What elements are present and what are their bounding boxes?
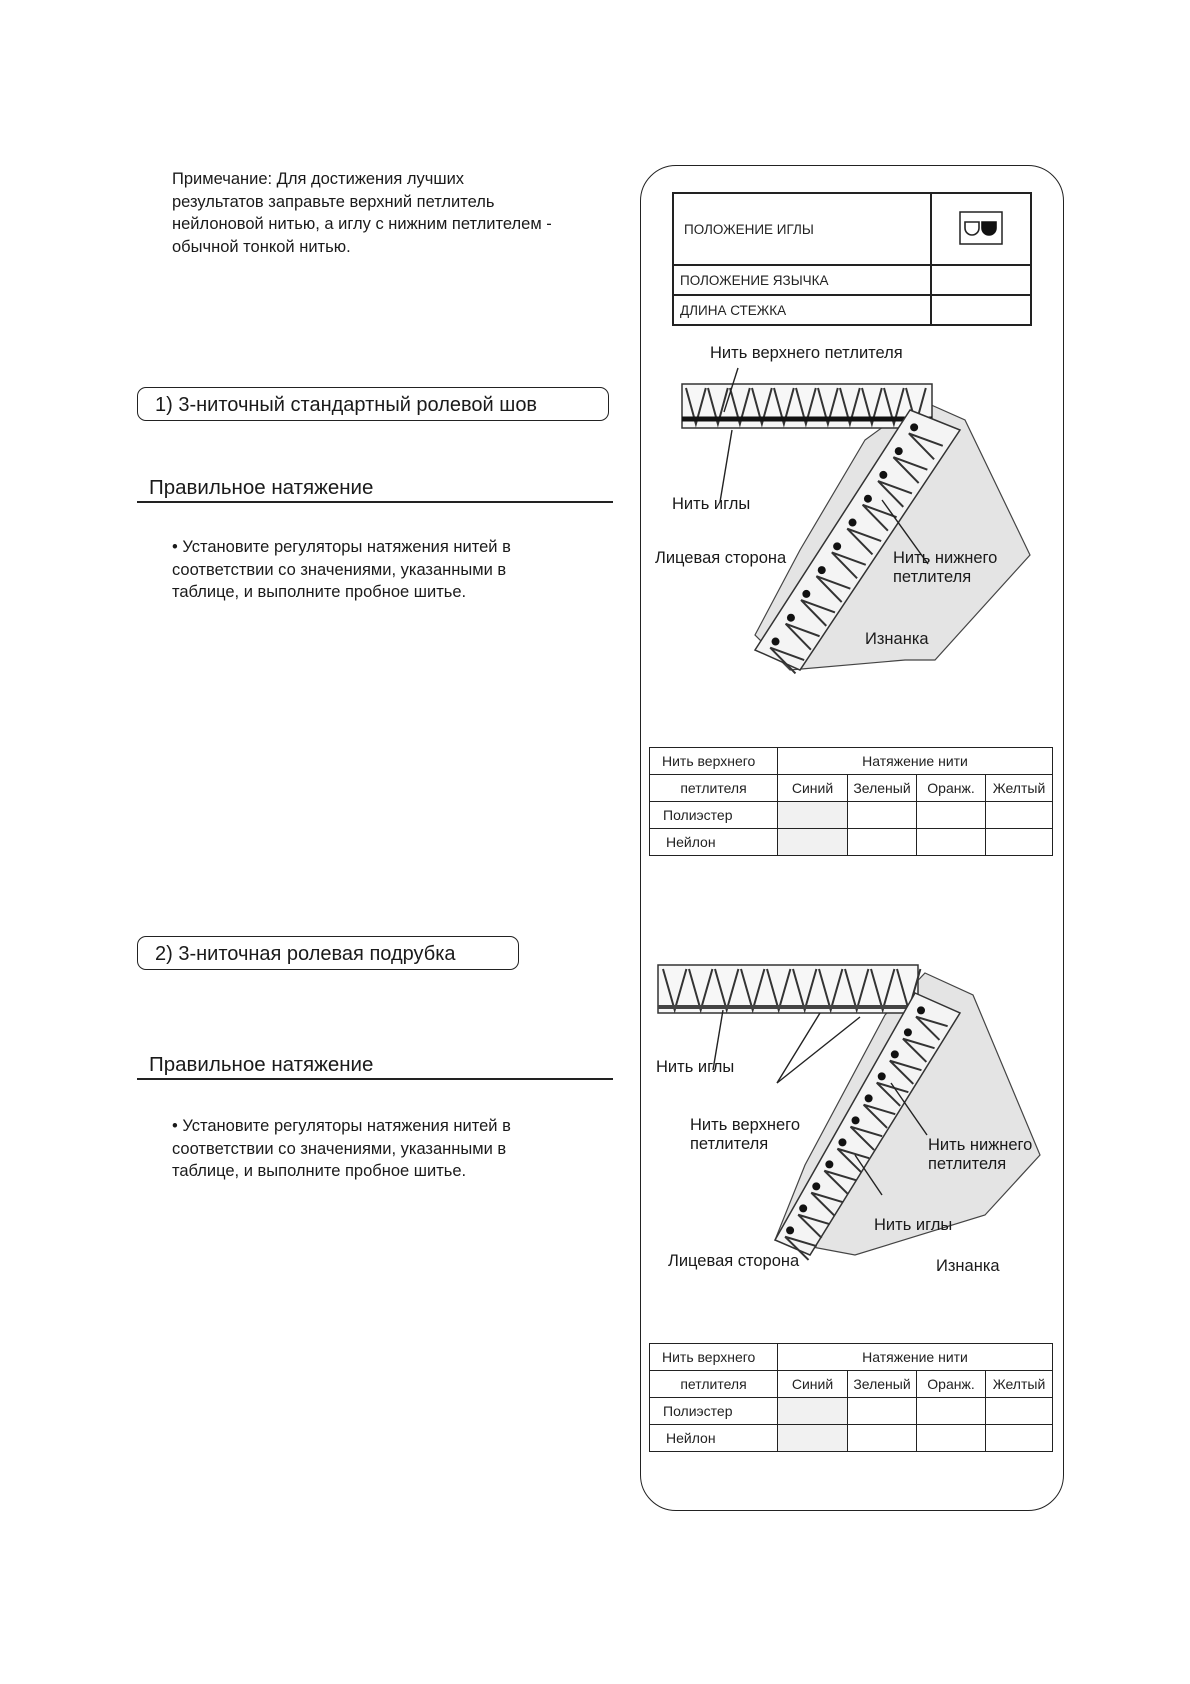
color-header: Желтый — [986, 1371, 1053, 1398]
row-label: Полиэстер — [650, 802, 778, 829]
label-back-side: Изнанка — [865, 630, 929, 648]
note-line: нейлоновой нитью, а иглу с нижним петлителем - — [172, 215, 552, 233]
table-cell — [848, 1398, 917, 1425]
table-row — [650, 802, 1053, 829]
instruction-line: • Установите регуляторы натяжения нитей в — [172, 538, 511, 556]
stitch-length-value — [931, 295, 1031, 325]
needle-position-cell — [931, 193, 1031, 265]
color-header: Оранж. — [917, 1371, 986, 1398]
note-text — [172, 168, 622, 258]
color-header: Синий — [778, 1371, 848, 1398]
table-cell — [778, 1398, 848, 1425]
tension-table-2 — [649, 1343, 1053, 1452]
color-header: Оранж. — [917, 775, 986, 802]
section2-title: 2) 3-ниточная ролевая подрубка — [137, 936, 519, 970]
label-needle-thread: Нить иглы — [672, 495, 751, 513]
table-cell — [848, 802, 917, 829]
section1-tension-heading: Правильное натяжение — [137, 475, 613, 503]
tension-header: Натяжение нити — [778, 1344, 1053, 1371]
instruction-line: таблице, и выполните пробное шитье. — [172, 1162, 467, 1180]
table-cell — [986, 1398, 1053, 1425]
label-upper-looper-thread: Нить верхнего петлителя — [690, 1116, 800, 1153]
table-cell — [917, 1425, 986, 1452]
header-col-line1: Нить верхнего — [650, 748, 778, 775]
color-header: Зеленый — [848, 775, 917, 802]
row-label: Нейлон — [650, 1425, 778, 1452]
section2-instructions — [172, 1115, 602, 1183]
table-cell — [778, 829, 848, 856]
color-header: Зеленый — [848, 1371, 917, 1398]
section1-title: 1) 3-ниточный стандартный ролевой шов — [137, 387, 609, 421]
color-header: Синий — [778, 775, 848, 802]
table-cell — [986, 802, 1053, 829]
table-cell — [848, 1425, 917, 1452]
row-label: Нейлон — [650, 829, 778, 856]
needle-position-icon — [959, 211, 1003, 245]
table-cell — [986, 1425, 1053, 1452]
table-cell — [917, 1398, 986, 1425]
rolled-hem-illustration — [655, 955, 1055, 1265]
note-line: Примечание: Для достижения лучших — [172, 170, 465, 188]
machine-settings-table — [672, 192, 1032, 326]
label-face-side: Лицевая сторона — [655, 549, 787, 567]
instruction-line: таблице, и выполните пробное шитье. — [172, 583, 467, 601]
label-upper-looper-thread: Нить верхнего петлителя — [710, 344, 903, 362]
table-cell — [778, 1425, 848, 1452]
note-line: обычной тонкой нитью. — [172, 237, 351, 256]
label-back-side: Изнанка — [936, 1257, 1000, 1275]
tension-table-1 — [649, 747, 1053, 856]
label-needle-thread-top: Нить иглы — [656, 1058, 735, 1076]
label-needle-thread-bottom: Нить иглы — [874, 1216, 953, 1234]
instruction-line: соответствии со значениями, указанными в — [172, 1139, 507, 1158]
note-line: результатов заправьте верхний петлитель — [172, 192, 495, 211]
rolled-seam-illustration — [670, 370, 1050, 670]
tongue-position-label: ПОЛОЖЕНИЕ ЯЗЫЧКА — [673, 265, 931, 295]
section1-instructions — [172, 536, 602, 604]
table-cell — [986, 829, 1053, 856]
label-lower-looper-thread: Нить нижнего петлителя — [928, 1136, 1033, 1173]
color-header: Желтый — [986, 775, 1053, 802]
instruction-line: соответствии со значениями, указанными в — [172, 560, 507, 579]
tension-header: Натяжение нити — [778, 748, 1053, 775]
header-col-line1: Нить верхнего — [650, 1344, 778, 1371]
section2-tension-heading: Правильное натяжение — [137, 1052, 613, 1080]
row-label: Полиэстер — [650, 1398, 778, 1425]
header-col-line2: петлителя — [650, 775, 778, 802]
instruction-line: • Установите регуляторы натяжения нитей в — [172, 1117, 511, 1135]
table-row — [650, 829, 1053, 856]
header-col-line2: петлителя — [650, 1371, 778, 1398]
label-face-side: Лицевая сторона — [668, 1252, 800, 1270]
stitch-length-label: ДЛИНА СТЕЖКА — [673, 295, 931, 325]
needle-position-label: ПОЛОЖЕНИЕ ИГЛЫ — [673, 193, 931, 265]
table-cell — [917, 829, 986, 856]
table-cell — [778, 802, 848, 829]
table-row — [650, 1398, 1053, 1425]
table-cell — [917, 802, 986, 829]
table-cell — [848, 829, 917, 856]
label-lower-looper-thread: Нить нижнего петлителя — [893, 549, 998, 586]
tongue-position-value — [931, 265, 1031, 295]
table-row — [650, 1425, 1053, 1452]
